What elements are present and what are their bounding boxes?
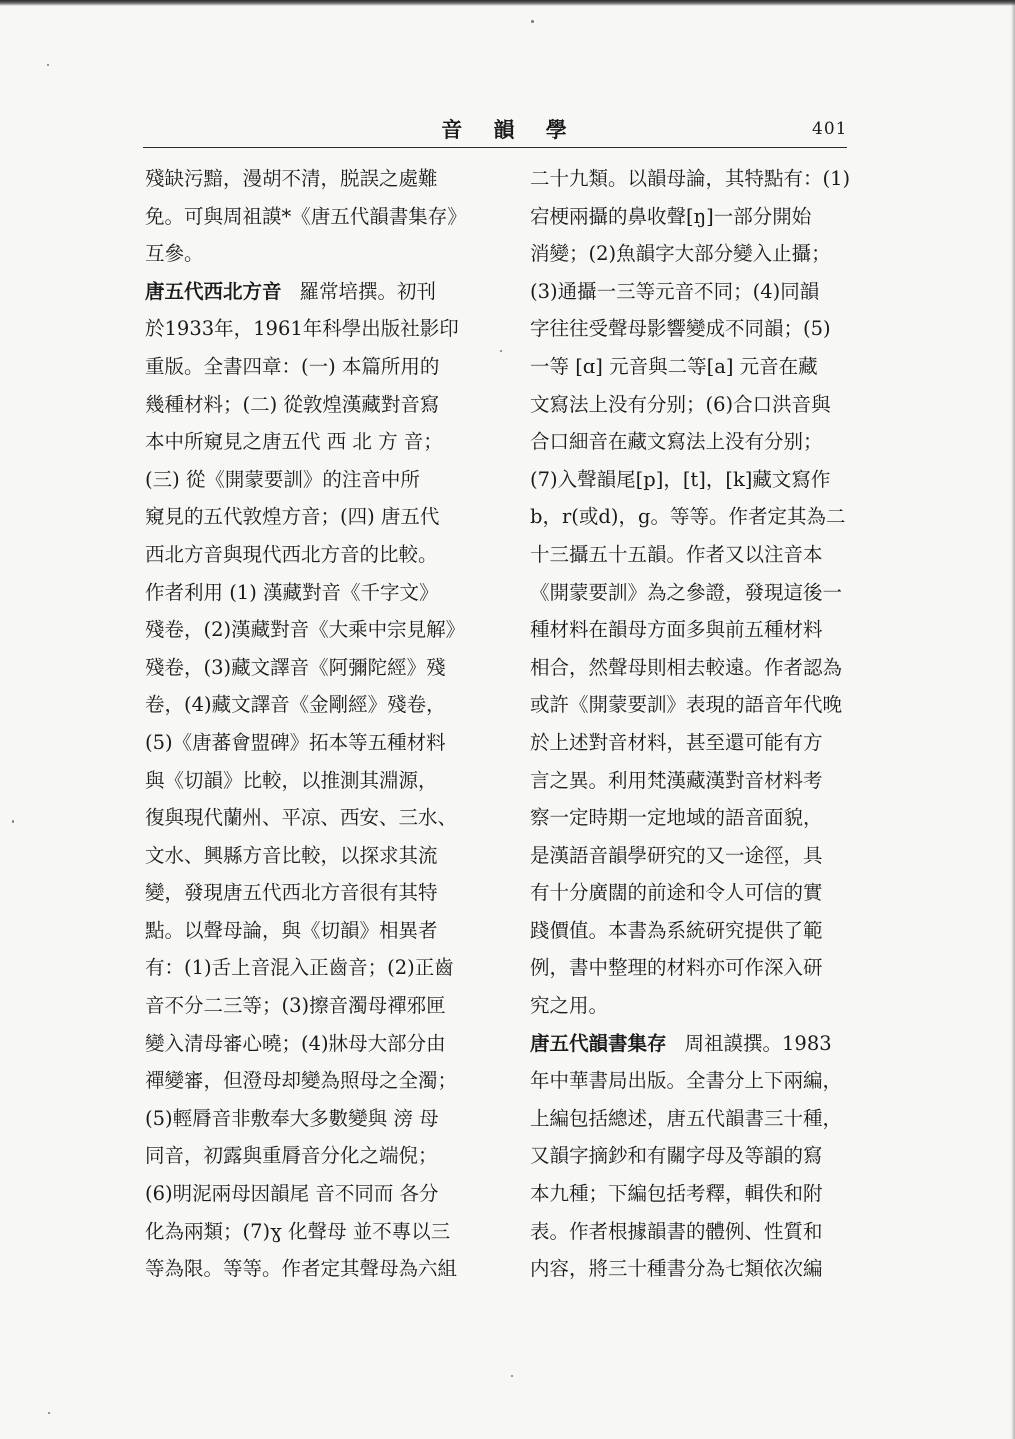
line-text: 種材料在韻母方面多與前五種材料 [530,618,823,642]
line-text: 西北方音與現代西北方音的比較。 [145,542,438,566]
line-text: 變入清母審心曉；(4)牀母大部分由 [145,1031,446,1055]
text-line [530,1100,880,1138]
line-text: 卷，(4)藏文譯音《金剛經》殘卷， [145,693,446,717]
line-text: 窺見的五代敦煌方音；(四) 唐五代 [145,505,440,529]
scan-speck [47,64,49,66]
text-line [145,386,495,424]
line-text: 周祖謨撰。1983 [684,1031,832,1055]
text-line [145,536,495,574]
text-line [530,1175,880,1213]
text-line [145,724,495,762]
line-text: 等為限。等等。作者定其聲母為六組 [145,1257,458,1281]
text-line [145,160,495,198]
text-line [530,1213,880,1251]
text-line [530,461,880,499]
line-text: 本中所窺見之唐五代 西 北 方 音； [145,430,443,454]
text-line [145,762,495,800]
line-text: 音不分二三等；(3)擦音濁母禪邪匣 [145,994,446,1018]
text-line [145,987,495,1025]
line-text: 字往往受聲母影響變成不同韻；(5) [530,317,831,341]
line-text: 合口細音在藏文寫法上没有分别； [530,430,823,454]
text-line [145,686,495,724]
line-text: 殘卷，(2)漢藏對音《大乘中宗見解》 [145,618,466,642]
line-text: 二十九類。以韻母論，其特點有：(1) [530,167,851,190]
scan-speck [511,1375,513,1377]
text-line [530,912,880,950]
line-text: 究之用。 [530,994,609,1018]
text-line [145,498,495,536]
text-line [145,912,495,950]
text-line [530,649,880,687]
text-line [530,160,880,198]
line-text: 本九種；下編包括考釋，輯佚和附 [530,1182,823,1206]
text-line [530,1025,880,1063]
line-text: 言之異。利用梵漢藏漢對音材料考 [530,768,823,792]
line-text: 復與現代蘭州、平凉、西安、三水、 [145,806,458,830]
line-text: 踐價值。本書為系統研究提供了範 [530,918,823,942]
text-line [530,837,880,875]
line-text: 年中華書局出版。全書分上下兩編， [530,1069,843,1093]
text-line [530,198,880,236]
line-text: 點。以聲母論，與《切韻》相異者 [145,918,438,942]
line-text: 同音，初露與重脣音分化之端倪； [145,1144,438,1168]
text-line [145,235,495,273]
text-line [145,1213,495,1251]
text-line [145,348,495,386]
text-line [145,1137,495,1175]
line-text: 有十分廣闊的前途和令人可信的實 [530,881,823,905]
header-rule [143,147,847,148]
line-text: 於1933年，1961年科學出版社影印 [145,317,459,341]
text-line [145,310,495,348]
line-text: 作者利用 (1) 漢藏對音《千字文》 [145,580,439,604]
right-text-column [530,160,880,1288]
text-line [145,198,495,236]
text-line [530,235,880,273]
text-line [530,348,880,386]
line-text: 察一定時期一定地域的語音面貌， [530,806,823,830]
text-line [530,574,880,612]
text-line [145,423,495,461]
entry-headword: 唐五代韻書集存 [530,1031,667,1055]
scan-edge-top [0,0,1015,6]
scan-speck [531,20,534,23]
line-text: (6)明泥兩母因韻尾 音不同而 各分 [145,1182,439,1206]
left-text-column [145,160,495,1288]
text-line [145,949,495,987]
line-text: 變，發現唐五代西北方音很有其特 [145,881,438,905]
line-text: 一等 [ɑ] 元音與二等[a] 元音在藏 [530,354,818,378]
line-text: 於上述對音材料，甚至還可能有方 [530,730,823,754]
line-text: 《開蒙要訓》為之參證，發現這後一 [530,580,843,604]
text-line [530,273,880,311]
line-text: (5)《唐蕃會盟碑》拓本等五種材料 [145,730,446,754]
text-line [145,1062,495,1100]
text-line [530,762,880,800]
text-line [145,649,495,687]
line-text: 文水、興縣方音比較，以探求其流 [145,843,438,867]
text-line [145,874,495,912]
line-text: 羅常培撰。初刊 [299,279,437,303]
line-text: b，r(或d)，g。等等。作者定其為二 [530,505,846,529]
line-text: (5)輕脣音非敷奉大多數變與 滂 母 [145,1106,439,1130]
line-text: 内容，將三十種書分為七類依次編 [530,1257,823,1281]
text-line [145,1250,495,1288]
text-line [145,574,495,612]
line-text: 例，書中整理的材料亦可作深入研 [530,956,823,980]
line-text: 殘缺污黯，漫胡不清，脱誤之處難 [145,167,438,190]
line-text: 宕梗兩攝的鼻收聲[ŋ]一部分開始 [530,204,812,228]
line-text: 文寫法上没有分别；(6)合口洪音與 [530,392,831,416]
text-line [145,611,495,649]
line-text: 禪變審，但澄母却變為照母之全濁； [145,1069,458,1093]
line-text: 或許《開蒙要訓》表現的語音年代晚 [530,693,843,717]
text-line [530,724,880,762]
text-line [145,799,495,837]
text-line [530,310,880,348]
scan-speck [500,350,502,352]
page-number: 401 [812,119,848,139]
text-line [530,498,880,536]
text-line [530,1137,880,1175]
scan-edge-right [1011,0,1015,1439]
line-text: 化為兩類；(7)ɣ 化聲母 並不專以三 [145,1219,451,1243]
running-header-title: 音 韻 學 [441,117,579,142]
text-line [530,536,880,574]
line-text: 互參。 [145,242,204,266]
text-line [145,1100,495,1138]
line-text: 消變；(2)魚韻字大部分變入止攝； [530,242,831,266]
text-line [530,1250,880,1288]
text-line [530,386,880,424]
text-line [145,1175,495,1213]
line-text: 又韻字摘鈔和有關字母及等韻的寫 [530,1144,823,1168]
text-line [530,874,880,912]
line-text: 十三攝五十五韻。作者又以注音本 [530,542,823,566]
line-text: 相合，然聲母則相去較遠。作者認為 [530,655,843,679]
scan-speck [12,820,14,823]
line-text: 重版。全書四章：(一) 本篇所用的 [145,354,440,378]
scan-speck [48,1412,50,1414]
text-line [530,949,880,987]
line-text: 幾種材料；(二) 從敦煌漢藏對音寫 [145,392,440,416]
text-line [530,987,880,1025]
line-text: 殘卷，(3)藏文譯音《阿彌陀經》殘 [145,655,446,679]
line-text: 與《切韻》比較，以推測其淵源， [145,768,438,792]
line-text: 免。可與周祖謨*《唐五代韻書集存》 [145,204,467,228]
line-text: 是漢語音韻學研究的又一途徑，具 [530,843,823,867]
text-line [145,837,495,875]
line-text: (7)入聲韻尾[p]，[t]，[k]藏文寫作 [530,467,831,491]
entry-headword: 唐五代西北方音 [145,279,282,303]
line-text: 上編包括總述，唐五代韻書三十種， [530,1106,843,1130]
text-line [530,799,880,837]
line-text: (三) 從《開蒙要訓》的注音中所 [145,467,420,491]
line-text: (3)通攝一三等元音不同；(4)同韻 [530,279,820,303]
line-text: 有：(1)舌上音混入正齒音；(2)正齒 [145,956,454,980]
text-line [530,423,880,461]
text-line [145,273,495,311]
text-line [530,686,880,724]
line-text: 表。作者根據韻書的體例、性質和 [530,1219,823,1243]
text-line [530,611,880,649]
text-line [530,1062,880,1100]
text-line [145,461,495,499]
text-line [145,1025,495,1063]
